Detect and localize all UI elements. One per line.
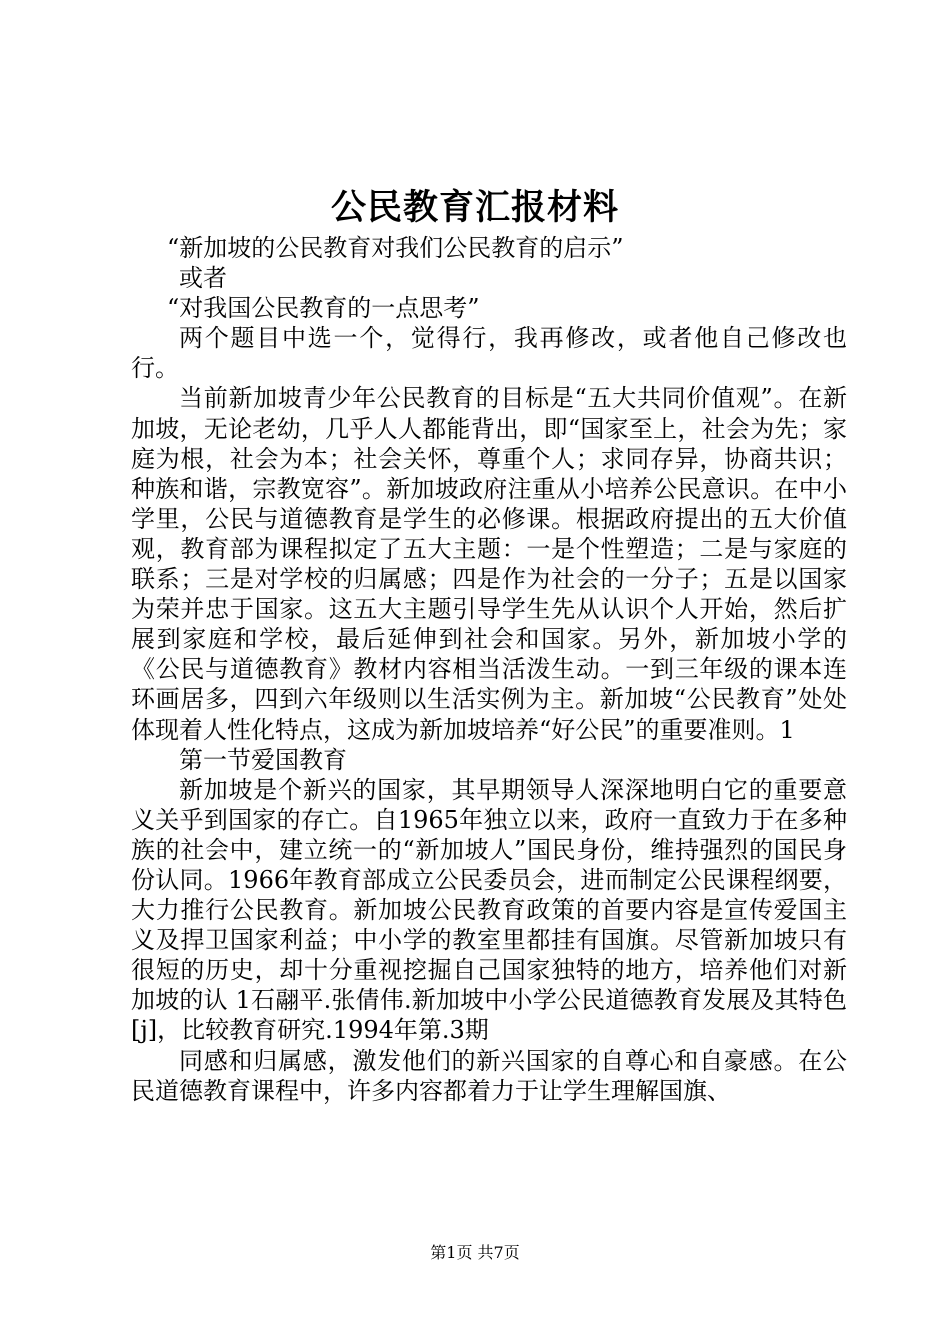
identity-paragraph: 同感和归属感，激发他们的新兴国家的自尊心和自豪感。在公民道德教育课程中，许多内容都着力于让学生理解国旗、	[131, 1046, 847, 1105]
values-paragraph: 当前新加坡青少年公民教育的目标是“五大共同价值观”。在新加坡，无论老幼，几乎人人都能背出，即“国家至上，社会为先；家庭为根，社会为本；社会关怀，尊重个人；求同存异，协商共识；种族和谐，宗教宽容”。新加坡政府注重从小培养公民意识。在中小学里，公民与道德教育是学生的必修课。根据政府提出的五大价值观，教育部为课程拟定了五大主题：一是个性塑造；二是与家庭的联系；三是对学校的归属感；四是作为社会的一分子；五是以国家为荣并忠于国家。这五大主题引导学生先从认识个人开始，然后扩展到家庭和学校，最后延伸到社会和国家。另外，新加坡小学的《公民与道德教育》教材内容相当活泼生动。一到三年级的课本连环画居多，四到六年级则以生活实例为主。新加坡“公民教育”处处体现着人性化特点，这成为新加坡培养“好公民”的重要准则。1	[131, 384, 847, 744]
alt-title-1: “新加坡的公民教育对我们公民教育的启示”	[167, 234, 624, 262]
note-paragraph: 两个题目中选一个，觉得行，我再修改，或者他自己修改也行。	[131, 324, 847, 383]
document-title: 公民教育汇报材料	[330, 188, 619, 228]
alt-connector: 或者	[179, 264, 227, 293]
page-footer: 第1页 共7页	[430, 1243, 520, 1262]
alt-title-2: “对我国公民教育的一点思考”	[167, 294, 480, 323]
section-heading: 第一节爱国教育	[179, 745, 347, 774]
patriotic-paragraph: 新加坡是个新兴的国家，其早期领导人深深地明白它的重要意义关乎到国家的存亡。自1965年独立以来，政府一直致力于在多种族的社会中，建立统一的“新加坡人”国民身份，维持强烈的国民身份认同。1966年教育部成立公民委员会，进而制定公民课程纲要，大力推行公民教育。新加坡公民教育政策的首要内容是宣传爱国主义及捍卫国家利益；中小学的教室里都挂有国旗。尽管新加坡只有很短的历史，却十分重视挖掘自己国家独特的地方，培养他们对新加坡的认 1石翮平.张倩伟.新加坡中小学公民道德教育发展及其特色[j]，比较教育研究.1994年第.3期	[131, 775, 847, 1045]
document-body	[131, 233, 847, 1106]
